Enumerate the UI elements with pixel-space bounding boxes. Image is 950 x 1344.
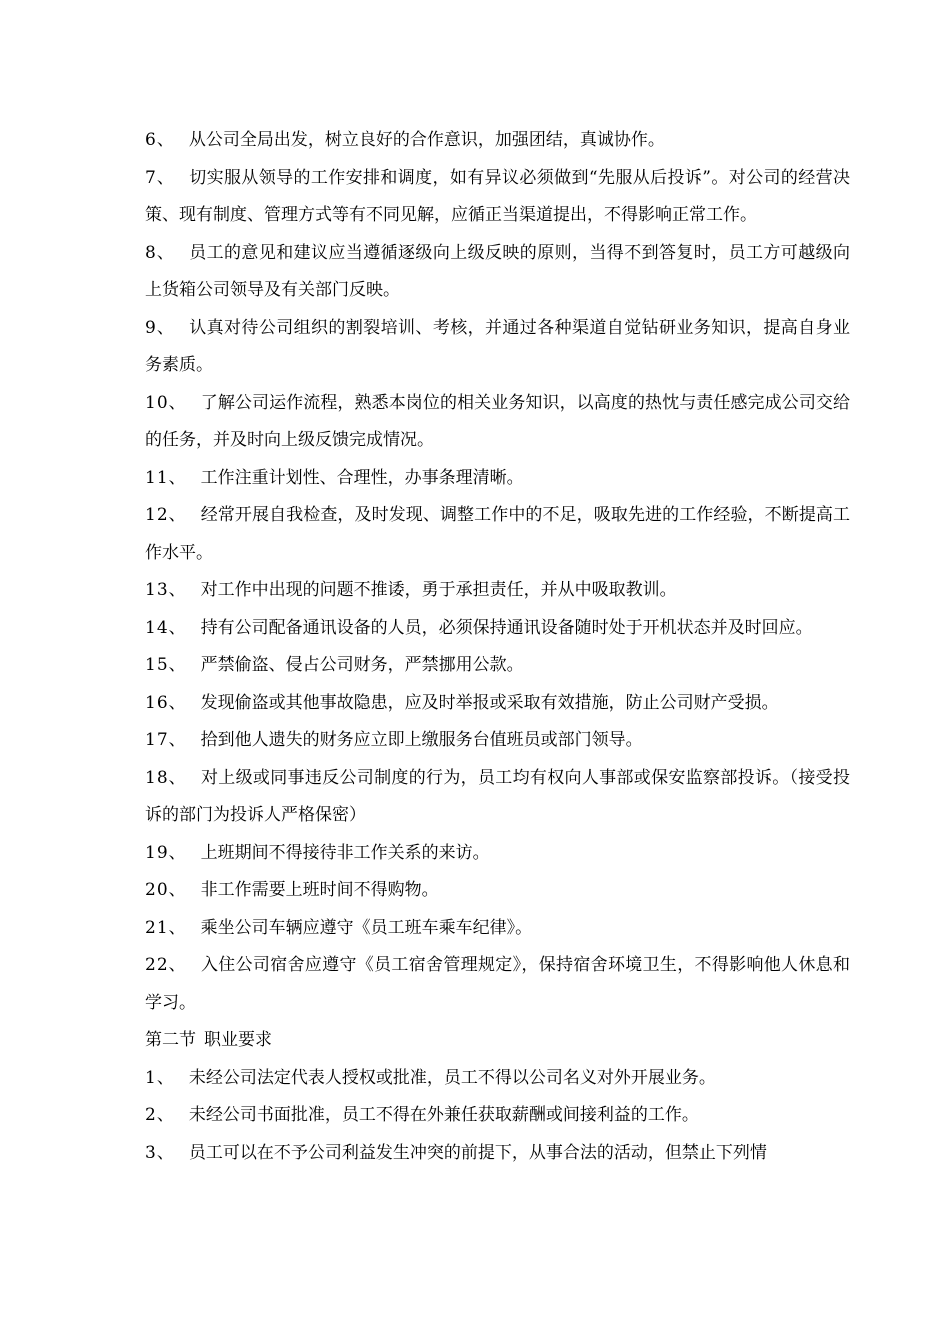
item-number: 1、 bbox=[145, 1067, 175, 1088]
item-number: 10、 bbox=[145, 392, 187, 413]
item-text: 员工的意见和建议应当遵循逐级向上级反映的原则，当得不到答复时，员工方可越级向上货箱公司领导及有关部门反映。 bbox=[145, 242, 850, 300]
item-number: 19、 bbox=[145, 842, 187, 863]
item-number: 16、 bbox=[145, 692, 187, 713]
item-text: 工作注重计划性、合理性，办事条理清晰。 bbox=[200, 467, 524, 488]
list-item-8 bbox=[145, 235, 850, 310]
item-number: 21、 bbox=[145, 917, 187, 938]
item-text: 非工作需要上班时间不得购物。 bbox=[200, 880, 439, 900]
item-number: 14、 bbox=[145, 617, 187, 638]
list-item-3 bbox=[145, 1135, 850, 1173]
item-text: 发现偷盗或其他事故隐患，应及时举报或采取有效措施，防止公司财产受损。 bbox=[200, 692, 779, 713]
item-text: 上班期间不得接待非工作关系的来访。 bbox=[200, 842, 490, 863]
item-number: 7、 bbox=[145, 167, 175, 188]
item-text: 未经公司书面批准，员工不得在外兼任获取薪酬或间接利益的工作。 bbox=[188, 1105, 699, 1125]
list-item-11 bbox=[145, 460, 850, 498]
item-number: 18、 bbox=[145, 767, 187, 788]
item-number: 20、 bbox=[145, 880, 187, 900]
item-text: 严禁偷盗、侵占公司财务，严禁挪用公款。 bbox=[200, 655, 524, 675]
item-number: 6、 bbox=[145, 130, 175, 150]
section-title: 职业要求 bbox=[204, 1030, 272, 1050]
item-text: 入住公司宿舍应遵守《员工宿舍管理规定》，保持宿舍环境卫生，不得影响他人休息和学习。 bbox=[145, 955, 850, 1013]
list-item-2 bbox=[145, 1097, 850, 1135]
item-text: 切实服从领导的工作安排和调度，如有异议必须做到“先服从后投诉”。对公司的经营决策、现有制度、管理方式等有不同见解，应循正当渠道提出，不得影响正常工作。 bbox=[145, 167, 850, 225]
list-item-10 bbox=[145, 385, 850, 460]
list-item-14 bbox=[145, 610, 850, 648]
item-text: 员工可以在不予公司利益发生冲突的前提下，从事合法的活动，但禁止下列情 bbox=[188, 1142, 767, 1163]
item-number: 13、 bbox=[145, 580, 187, 600]
item-text: 从公司全局出发，树立良好的合作意识，加强团结，真诚协作。 bbox=[188, 130, 665, 150]
list-item-22 bbox=[145, 947, 850, 1022]
list-item-20 bbox=[145, 872, 850, 910]
item-text: 经常开展自我检查，及时发现、调整工作中的不足，吸取先进的工作经验，不断提高工作水平。 bbox=[145, 505, 850, 563]
item-number: 15、 bbox=[145, 655, 187, 675]
item-number: 22、 bbox=[145, 955, 187, 975]
list-item-13 bbox=[145, 572, 850, 610]
section-heading bbox=[145, 1022, 850, 1060]
item-text: 乘坐公司车辆应遵守《员工班车乘车纪律》。 bbox=[200, 917, 533, 938]
list-item-21 bbox=[145, 910, 850, 948]
list-item-19 bbox=[145, 835, 850, 873]
item-number: 17、 bbox=[145, 730, 187, 750]
list-item-1 bbox=[145, 1060, 850, 1098]
list-item-9 bbox=[145, 310, 850, 385]
list-item-15 bbox=[145, 647, 850, 685]
list-item-7 bbox=[145, 160, 850, 235]
list-item-12 bbox=[145, 497, 850, 572]
item-number: 2、 bbox=[145, 1105, 175, 1125]
list-item-18 bbox=[145, 760, 850, 835]
item-text: 未经公司法定代表人授权或批准，员工不得以公司名义对外开展业务。 bbox=[188, 1067, 716, 1088]
item-number: 3、 bbox=[145, 1142, 175, 1163]
item-number: 8、 bbox=[145, 242, 175, 263]
item-text: 认真对待公司组织的割裂培训、考核，并通过各种渠道自觉钻研业务知识，提高自身业务素质。 bbox=[145, 317, 850, 375]
item-text: 了解公司运作流程，熟悉本岗位的相关业务知识，以高度的热忱与责任感完成公司交给的任务，并及时向上级反馈完成情况。 bbox=[145, 392, 850, 450]
item-number: 9、 bbox=[145, 317, 175, 338]
item-text: 拾到他人遗失的财务应立即上缴服务台值班员或部门领导。 bbox=[200, 730, 643, 750]
item-text: 对上级或同事违反公司制度的行为，员工均有权向人事部或保安监察部投诉。（接受投诉的部门为投诉人严格保密） bbox=[145, 767, 850, 825]
section-label: 第二节 bbox=[145, 1030, 196, 1050]
list-item-6 bbox=[145, 122, 850, 160]
item-text: 持有公司配备通讯设备的人员，必须保持通讯设备随时处于开机状态并及时回应。 bbox=[200, 617, 813, 638]
item-text: 对工作中出现的问题不推诿，勇于承担责任，并从中吸取教训。 bbox=[200, 580, 677, 600]
item-number: 12、 bbox=[145, 505, 187, 525]
item-number: 11、 bbox=[145, 467, 187, 488]
list-item-17 bbox=[145, 722, 850, 760]
list-item-16 bbox=[145, 685, 850, 723]
document-body bbox=[145, 122, 850, 1172]
